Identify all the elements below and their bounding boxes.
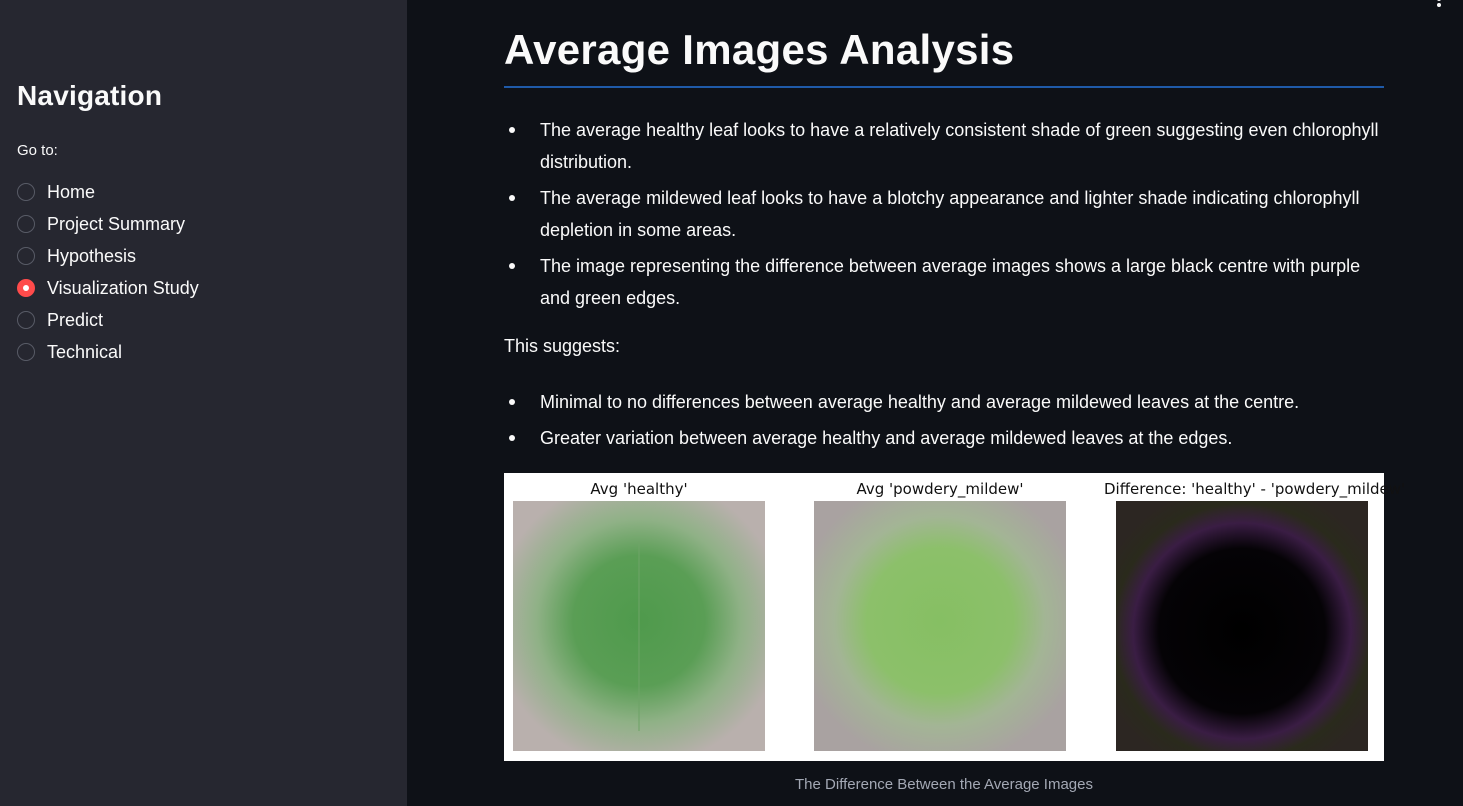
difference-image xyxy=(1116,501,1368,751)
sidebar-title: Navigation xyxy=(17,80,163,111)
observations-list xyxy=(504,114,1384,318)
nav-option-label: Home xyxy=(47,181,96,202)
page-title: Average Images Analysis xyxy=(504,26,1015,73)
avg-healthy-image xyxy=(513,501,765,751)
list-item: Minimal to no differences between average healthy and average mildewed leaves at the centre. xyxy=(504,386,1384,418)
nav-option-technical[interactable] xyxy=(17,336,199,368)
radio-button-icon[interactable] xyxy=(17,215,35,233)
radio-button-icon[interactable] xyxy=(17,183,35,201)
panel-title-healthy: Avg 'healthy' xyxy=(590,480,688,498)
go-to-label: Go to: xyxy=(17,142,58,159)
navigation-radio-group xyxy=(17,176,199,368)
nav-option-label: Predict xyxy=(47,309,104,330)
menu-dot xyxy=(1437,3,1441,7)
nav-option-label: Technical xyxy=(47,341,123,362)
panel-title-mildew: Avg 'powdery_mildew' xyxy=(856,480,1024,498)
panel-title-difference: Difference: 'healthy' - 'powdery_mildew' xyxy=(1104,480,1406,498)
nav-option-home[interactable] xyxy=(17,176,199,208)
nav-option-label: Project Summary xyxy=(47,213,186,234)
suggests-label: This suggests: xyxy=(504,336,621,356)
nav-option-predict[interactable] xyxy=(17,304,199,336)
nav-option-label: Hypothesis xyxy=(47,245,137,266)
list-item: The image representing the difference between average images shows a large black centre with purple and green edges. xyxy=(504,250,1384,314)
radio-button-icon[interactable] xyxy=(17,343,35,361)
list-item: The average healthy leaf looks to have a relatively consistent shade of green suggesting even chlorophyll distribution. xyxy=(504,114,1384,178)
nav-option-label: Visualization Study xyxy=(47,277,199,298)
list-item: Greater variation between average healthy and average mildewed leaves at the edges. xyxy=(504,422,1384,454)
conclusions-list xyxy=(504,386,1384,458)
radio-button-icon[interactable] xyxy=(17,279,35,297)
average-images-figure xyxy=(504,473,1406,761)
sidebar xyxy=(0,0,407,806)
nav-option-project-summary[interactable] xyxy=(17,208,199,240)
title-divider xyxy=(504,86,1384,88)
figure-caption: The Difference Between the Average Images xyxy=(795,776,1093,793)
main-menu-icon[interactable] xyxy=(1434,0,1444,11)
list-item: The average mildewed leaf looks to have a blotchy appearance and lighter shade indicating chlorophyll depletion in some areas. xyxy=(504,182,1384,246)
radio-button-icon[interactable] xyxy=(17,247,35,265)
avg-powdery-mildew-image xyxy=(814,501,1066,751)
nav-option-hypothesis[interactable] xyxy=(17,240,199,272)
menu-dot xyxy=(1437,0,1441,1)
radio-button-icon[interactable] xyxy=(17,311,35,329)
nav-option-visualization-study[interactable] xyxy=(17,272,199,304)
